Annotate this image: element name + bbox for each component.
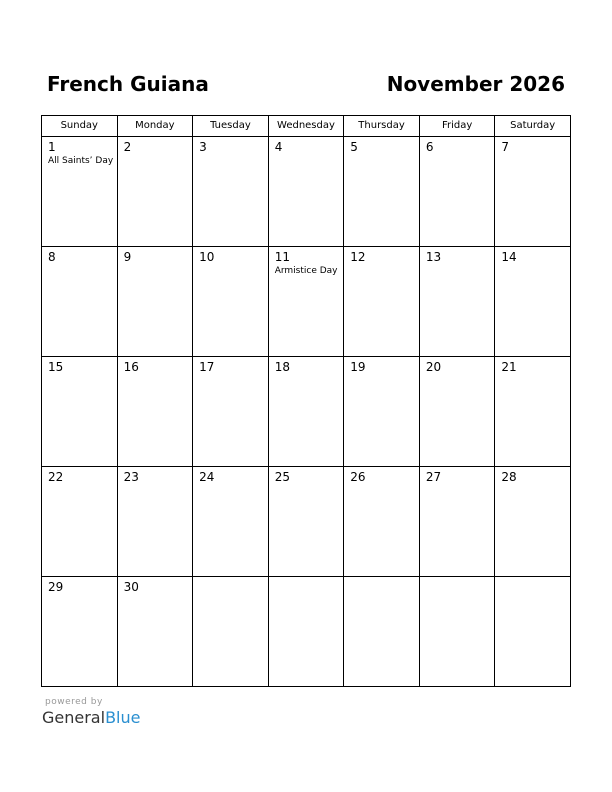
day-number: 9 <box>123 250 132 264</box>
day-number: 10 <box>199 250 215 264</box>
region-title: French Guiana <box>47 72 209 96</box>
day-cell <box>268 247 344 357</box>
day-number: 7 <box>501 140 510 154</box>
weekday-sunday: Sunday <box>42 116 118 137</box>
weekday-monday: Monday <box>117 116 193 137</box>
day-cell-empty <box>193 577 269 687</box>
day-cell <box>344 247 420 357</box>
calendar-grid <box>41 115 571 687</box>
day-number: 6 <box>425 140 434 154</box>
holiday-label: Armistice Day <box>274 266 338 276</box>
day-cell <box>268 357 344 467</box>
day-number: 20 <box>425 360 442 374</box>
month-year-title: November 2026 <box>386 72 565 96</box>
day-cell <box>419 137 495 247</box>
weekday-wednesday: Wednesday <box>268 116 344 137</box>
day-number: 1 <box>48 140 56 154</box>
day-number: 29 <box>48 580 64 594</box>
day-cell <box>193 467 269 577</box>
day-cell <box>495 247 571 357</box>
day-cell <box>42 467 118 577</box>
day-cell <box>344 357 420 467</box>
day-cell <box>193 137 269 247</box>
holiday-label: All Saints’ Day <box>48 156 114 166</box>
day-number: 4 <box>274 140 283 154</box>
day-number: 14 <box>501 250 517 264</box>
day-cell <box>117 137 193 247</box>
week-row-3 <box>42 357 571 467</box>
brand-blue-text: Blue <box>105 708 141 727</box>
day-number: 3 <box>199 140 207 154</box>
weekday-saturday: Saturday <box>495 116 571 137</box>
day-number: 27 <box>425 470 442 484</box>
day-cell-empty <box>419 577 495 687</box>
brand-general-text: General <box>42 708 106 727</box>
week-row-5 <box>42 577 571 687</box>
day-cell-empty <box>344 577 420 687</box>
day-number: 28 <box>501 470 517 484</box>
day-number: 11 <box>274 250 290 264</box>
day-cell <box>495 137 571 247</box>
day-cell <box>419 467 495 577</box>
day-number: 17 <box>199 360 215 374</box>
day-number: 26 <box>350 470 366 484</box>
day-cell <box>495 467 571 577</box>
day-number: 12 <box>350 250 366 264</box>
day-cell <box>117 357 193 467</box>
day-number: 23 <box>123 470 139 484</box>
week-row-1 <box>42 137 571 247</box>
day-cell <box>419 247 495 357</box>
day-number: 25 <box>274 470 290 484</box>
day-cell-empty <box>268 577 344 687</box>
week-row-2 <box>42 247 571 357</box>
powered-by-text: powered by <box>45 697 103 707</box>
day-number: 21 <box>501 360 517 374</box>
weekday-thursday: Thursday <box>344 116 420 137</box>
day-cell <box>193 357 269 467</box>
day-cell <box>42 137 118 247</box>
day-cell <box>42 247 118 357</box>
day-number: 2 <box>123 140 132 154</box>
day-number: 13 <box>425 250 442 264</box>
day-number: 18 <box>274 360 290 374</box>
weekday-friday: Friday <box>419 116 495 137</box>
day-cell <box>117 247 193 357</box>
day-cell <box>193 247 269 357</box>
day-number: 24 <box>199 470 215 484</box>
weekday-tuesday: Tuesday <box>193 116 269 137</box>
day-number: 22 <box>48 470 64 484</box>
day-cell <box>42 357 118 467</box>
day-number: 15 <box>48 360 64 374</box>
day-number: 16 <box>123 360 139 374</box>
day-cell <box>344 137 420 247</box>
day-cell <box>268 467 344 577</box>
weekday-header-row <box>42 116 571 137</box>
week-row-4 <box>42 467 571 577</box>
day-cell <box>495 357 571 467</box>
day-cell-empty <box>495 577 571 687</box>
day-number: 19 <box>350 360 366 374</box>
day-cell <box>268 137 344 247</box>
day-number: 30 <box>123 580 139 594</box>
day-cell <box>117 467 193 577</box>
day-number: 8 <box>48 250 56 264</box>
day-cell <box>117 577 193 687</box>
day-cell <box>419 357 495 467</box>
day-cell <box>42 577 118 687</box>
generalblue-logo[interactable] <box>42 708 140 728</box>
day-cell <box>344 467 420 577</box>
day-number: 5 <box>350 140 358 154</box>
